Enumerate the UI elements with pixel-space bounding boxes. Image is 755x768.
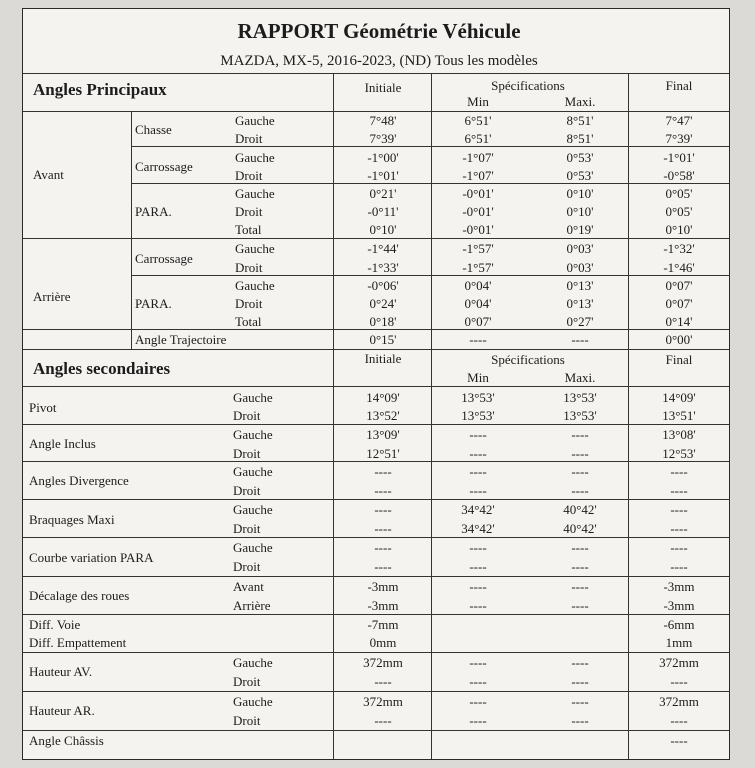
final-cell: ---- xyxy=(670,733,688,748)
side-cell: Gauche xyxy=(233,694,273,709)
initial-cell: 0°15' xyxy=(369,332,397,347)
label-cell: Diff. Empattement xyxy=(29,635,127,650)
label-cell: Courbe variation PARA xyxy=(29,550,154,565)
label-cell: Pivot xyxy=(29,400,57,415)
min-cell: -0°01' xyxy=(462,222,494,237)
max-cell: 0°53' xyxy=(566,168,594,183)
side-cell: Droit xyxy=(235,260,263,275)
secondary-heading: Angles secondaires xyxy=(33,359,171,378)
initial-cell: -3mm xyxy=(367,598,399,613)
final-cell: -6mm xyxy=(663,617,695,632)
initial-cell: ---- xyxy=(374,464,392,479)
min-cell: ---- xyxy=(469,427,487,442)
max-cell: 0°27' xyxy=(566,314,594,329)
min-cell: -1°07' xyxy=(462,168,494,183)
subgroup-chasse: Chasse xyxy=(135,122,172,137)
max-cell: 0°10' xyxy=(566,186,594,201)
subgroup-para-avant: PARA. xyxy=(135,204,172,219)
side-cell: Avant xyxy=(233,579,264,594)
divider xyxy=(23,614,729,615)
primary-heading: Angles Principaux xyxy=(33,80,167,99)
side-cell: Gauche xyxy=(235,150,275,165)
final-cell: 0°00' xyxy=(665,332,693,347)
side-cell: Gauche xyxy=(233,427,273,442)
side-cell: Droit xyxy=(233,483,261,498)
side-cell: Gauche xyxy=(235,278,275,293)
label-cell: Hauteur AR. xyxy=(29,703,95,718)
min-cell: 13°53' xyxy=(461,390,495,405)
col-specifications-secondary: Spécifications xyxy=(491,352,565,367)
initial-cell: 0°24' xyxy=(369,296,397,311)
min-cell: ---- xyxy=(469,713,487,728)
initial-cell: 12°51' xyxy=(366,446,400,461)
final-cell: 7°39' xyxy=(665,131,693,146)
max-cell: 0°13' xyxy=(566,296,594,311)
divider xyxy=(23,691,729,692)
final-cell: ---- xyxy=(670,464,688,479)
max-cell: 13°53' xyxy=(563,390,597,405)
initial-cell: ---- xyxy=(374,521,392,536)
min-cell: ---- xyxy=(469,674,487,689)
final-cell: 0°07' xyxy=(665,296,693,311)
initial-cell: 13°52' xyxy=(366,408,400,423)
min-cell: ---- xyxy=(469,694,487,709)
initial-cell: ---- xyxy=(374,540,392,555)
max-cell: ---- xyxy=(571,579,589,594)
side-cell: Droit xyxy=(233,559,261,574)
side-cell: Gauche xyxy=(233,464,273,479)
divider xyxy=(23,349,729,350)
min-cell: -1°57' xyxy=(462,241,494,256)
final-cell: 13°51' xyxy=(662,408,696,423)
min-cell: -0°01' xyxy=(462,186,494,201)
final-cell: 0°07' xyxy=(665,278,693,293)
max-cell: 8°51' xyxy=(566,131,594,146)
report-title: RAPPORT Géométrie Véhicule xyxy=(237,19,521,43)
divider xyxy=(23,730,729,731)
side-cell: Gauche xyxy=(233,540,273,555)
final-cell: ---- xyxy=(670,674,688,689)
group-avant: Avant xyxy=(33,167,64,182)
col-min-secondary: Min xyxy=(467,370,489,385)
final-cell: ---- xyxy=(670,559,688,574)
min-cell: 6°51' xyxy=(464,113,492,128)
side-cell: Droit xyxy=(233,408,261,423)
final-cell: 372mm xyxy=(659,655,699,670)
initial-cell: ---- xyxy=(374,713,392,728)
final-cell: -1°46' xyxy=(663,260,695,275)
initial-cell: 0°18' xyxy=(369,314,397,329)
max-cell: ---- xyxy=(571,694,589,709)
divider xyxy=(131,111,132,349)
min-cell: ---- xyxy=(469,540,487,555)
max-cell: ---- xyxy=(571,446,589,461)
initial-cell: 0°10' xyxy=(369,222,397,237)
final-cell: 0°14' xyxy=(665,314,693,329)
max-cell: ---- xyxy=(571,540,589,555)
col-specifications: Spécifications xyxy=(491,78,565,93)
side-cell: Droit xyxy=(235,168,263,183)
divider xyxy=(23,329,729,330)
min-cell: ---- xyxy=(469,579,487,594)
divider xyxy=(131,275,729,276)
col-initial-secondary: Initiale xyxy=(364,351,402,366)
final-cell: -3mm xyxy=(663,598,695,613)
initial-cell: -3mm xyxy=(367,579,399,594)
max-cell: ---- xyxy=(571,464,589,479)
side-cell: Droit xyxy=(235,204,263,219)
final-cell: ---- xyxy=(670,540,688,555)
final-cell: 1mm xyxy=(665,635,693,650)
max-cell: 0°10' xyxy=(566,204,594,219)
min-cell: 0°07' xyxy=(464,314,492,329)
col-final-secondary: Final xyxy=(665,352,693,367)
col-final: Final xyxy=(665,78,693,93)
initial-cell: 372mm xyxy=(363,694,403,709)
group-arriere: Arrière xyxy=(33,289,71,304)
side-cell: Total xyxy=(235,222,262,237)
initial-cell: 0mm xyxy=(369,635,397,650)
divider xyxy=(23,111,729,112)
max-cell: ---- xyxy=(571,427,589,442)
min-cell: ---- xyxy=(469,559,487,574)
divider xyxy=(431,73,432,759)
initial-cell: ---- xyxy=(374,674,392,689)
divider xyxy=(23,386,729,387)
divider xyxy=(628,73,629,759)
side-cell: Gauche xyxy=(235,241,275,256)
divider xyxy=(333,73,334,759)
min-cell: ---- xyxy=(469,483,487,498)
label-cell: Décalage des roues xyxy=(29,588,130,603)
max-cell: 0°13' xyxy=(566,278,594,293)
final-cell: ---- xyxy=(670,502,688,517)
divider xyxy=(23,238,729,239)
min-cell: 0°04' xyxy=(464,278,492,293)
subgroup-angle-trajectoire: Angle Trajectoire xyxy=(135,332,227,347)
min-cell: 6°51' xyxy=(464,131,492,146)
final-cell: -1°32' xyxy=(663,241,695,256)
initial-cell: 372mm xyxy=(363,655,403,670)
final-cell: 0°05' xyxy=(665,186,693,201)
min-cell: ---- xyxy=(469,598,487,613)
initial-cell: 14°09' xyxy=(366,390,400,405)
side-cell: Droit xyxy=(233,713,261,728)
label-cell: Angle Châssis xyxy=(29,733,104,748)
min-cell: 34°42' xyxy=(461,521,495,536)
vehicle-line: MAZDA, MX-5, 2016-2023, (ND) Tous les modèles xyxy=(220,53,538,69)
max-cell: ---- xyxy=(571,598,589,613)
min-cell: 34°42' xyxy=(461,502,495,517)
max-cell: 40°42' xyxy=(563,521,597,536)
initial-cell: -1°44' xyxy=(367,241,399,256)
final-cell: 14°09' xyxy=(662,390,696,405)
side-cell: Gauche xyxy=(235,186,275,201)
label-cell: Braquages Maxi xyxy=(29,512,115,527)
final-cell: 372mm xyxy=(659,694,699,709)
min-cell: -0°01' xyxy=(462,204,494,219)
max-cell: 13°53' xyxy=(563,408,597,423)
final-cell: 12°53' xyxy=(662,446,696,461)
divider xyxy=(131,183,729,184)
side-cell: Gauche xyxy=(233,502,273,517)
final-cell: 13°08' xyxy=(662,427,696,442)
label-cell: Hauteur AV. xyxy=(29,664,93,679)
min-cell: ---- xyxy=(469,464,487,479)
col-min: Min xyxy=(467,94,489,109)
min-cell: ---- xyxy=(469,332,487,347)
initial-cell: 7°39' xyxy=(369,131,397,146)
initial-cell: ---- xyxy=(374,483,392,498)
initial-cell: 7°48' xyxy=(369,113,397,128)
initial-cell: -1°33' xyxy=(367,260,399,275)
max-cell: ---- xyxy=(571,332,589,347)
side-cell: Gauche xyxy=(235,113,275,128)
min-cell: 13°53' xyxy=(461,408,495,423)
max-cell: ---- xyxy=(571,674,589,689)
final-cell: 0°05' xyxy=(665,204,693,219)
max-cell: 0°53' xyxy=(566,150,594,165)
max-cell: 0°19' xyxy=(566,222,594,237)
subgroup-carrossage-avant: Carrossage xyxy=(135,159,193,174)
label-cell: Angle Inclus xyxy=(29,436,96,451)
final-cell: -0°58' xyxy=(663,168,695,183)
side-cell: Droit xyxy=(235,131,263,146)
final-cell: ---- xyxy=(670,521,688,536)
final-cell: 0°10' xyxy=(665,222,693,237)
divider xyxy=(23,424,729,425)
max-cell: ---- xyxy=(571,483,589,498)
initial-cell: 0°21' xyxy=(369,186,397,201)
max-cell: 8°51' xyxy=(566,113,594,128)
max-cell: 40°42' xyxy=(563,502,597,517)
col-initial: Initiale xyxy=(364,80,402,95)
initial-cell: -7mm xyxy=(367,617,399,632)
subgroup-para-arriere: PARA. xyxy=(135,296,172,311)
side-cell: Droit xyxy=(233,521,261,536)
final-cell: ---- xyxy=(670,713,688,728)
divider xyxy=(23,652,729,653)
min-cell: ---- xyxy=(469,446,487,461)
label-cell: Angles Divergence xyxy=(29,473,129,488)
min-cell: ---- xyxy=(469,655,487,670)
min-cell: -1°07' xyxy=(462,150,494,165)
final-cell: -1°01' xyxy=(663,150,695,165)
label-cell: Diff. Voie xyxy=(29,617,81,632)
report-sheet xyxy=(22,8,730,760)
final-cell: -3mm xyxy=(663,579,695,594)
divider xyxy=(23,537,729,538)
divider xyxy=(23,461,729,462)
divider xyxy=(23,73,729,74)
side-cell: Droit xyxy=(233,674,261,689)
initial-cell: -1°01' xyxy=(367,168,399,183)
col-maxi: Maxi. xyxy=(564,94,596,109)
max-cell: ---- xyxy=(571,559,589,574)
subgroup-carrossage-arriere: Carrossage xyxy=(135,251,193,266)
min-cell: 0°04' xyxy=(464,296,492,311)
final-cell: ---- xyxy=(670,483,688,498)
min-cell: -1°57' xyxy=(462,260,494,275)
initial-cell: ---- xyxy=(374,502,392,517)
initial-cell: -1°00' xyxy=(367,150,399,165)
side-cell: Droit xyxy=(233,446,261,461)
side-cell: Gauche xyxy=(233,390,273,405)
max-cell: 0°03' xyxy=(566,241,594,256)
divider xyxy=(131,146,729,147)
initial-cell: -0°11' xyxy=(367,204,399,219)
max-cell: ---- xyxy=(571,713,589,728)
max-cell: 0°03' xyxy=(566,260,594,275)
side-cell: Arrière xyxy=(233,598,271,613)
final-cell: 7°47' xyxy=(665,113,693,128)
initial-cell: ---- xyxy=(374,559,392,574)
side-cell: Gauche xyxy=(233,655,273,670)
divider xyxy=(23,576,729,577)
initial-cell: 13°09' xyxy=(366,427,400,442)
side-cell: Total xyxy=(235,314,262,329)
col-maxi-secondary: Maxi. xyxy=(564,370,596,385)
initial-cell: -0°06' xyxy=(367,278,399,293)
side-cell: Droit xyxy=(235,296,263,311)
max-cell: ---- xyxy=(571,655,589,670)
divider xyxy=(23,499,729,500)
